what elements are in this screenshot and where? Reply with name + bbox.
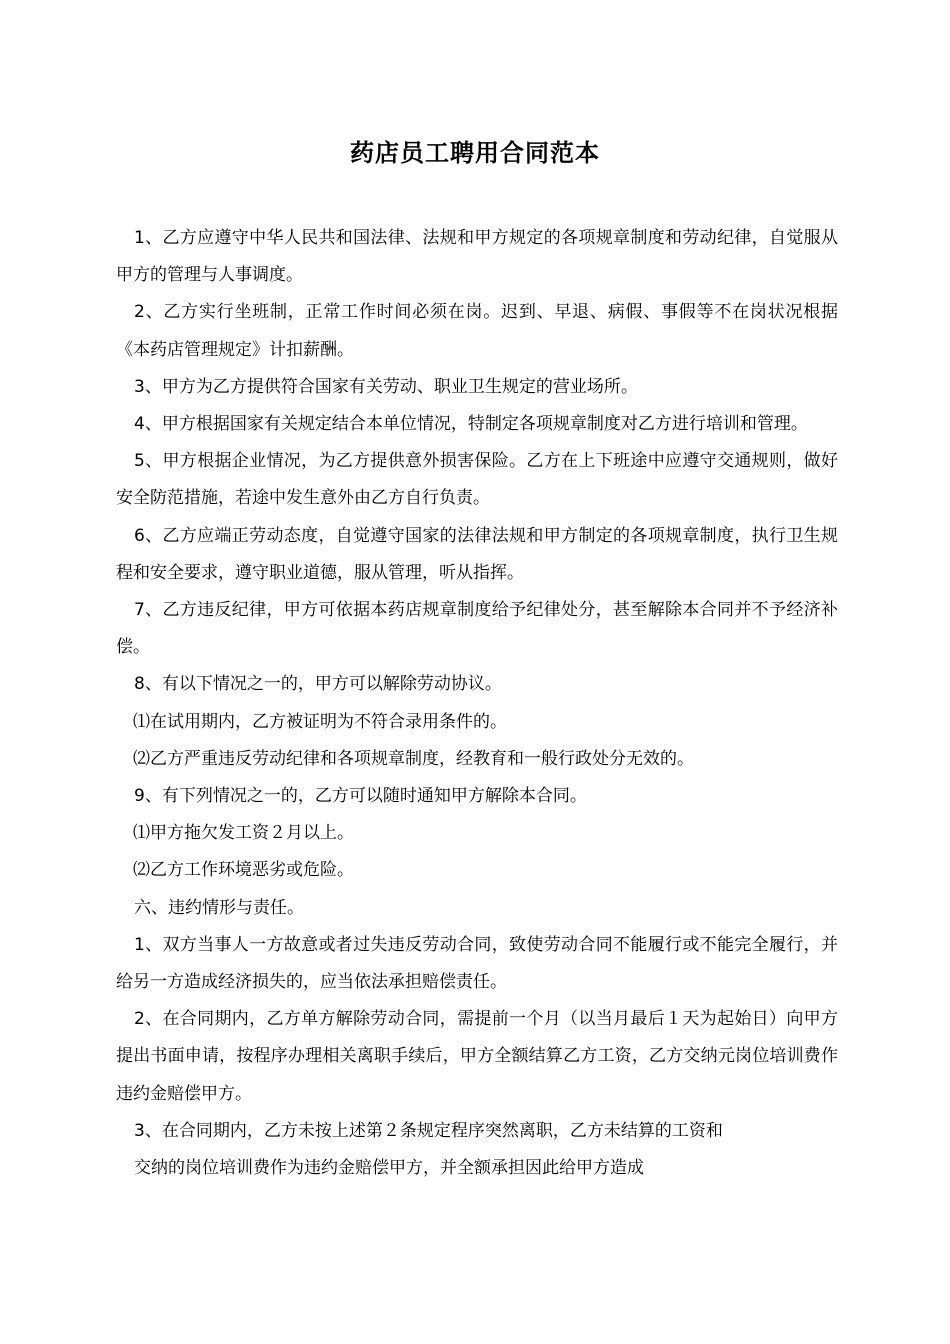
paragraph-7: 7、乙方违反纪律，甲方可依据本药店规章制度给予纪律处分，甚至解除本合同并不予经济补偿。 <box>116 600 838 658</box>
liability-paragraph-1: 1、双方当事人一方故意或者过失违反劳动合同，致使劳动合同不能履行或不能完全履行，并给另一方造成经济损失的，应当依法承担赔偿责任。 <box>116 934 838 993</box>
liability-paragraph-3-line-1: 3、在合同期内，乙方未按上述第２条规定程序突然离职，乙方未结算的工资和 <box>134 1120 723 1141</box>
liability-paragraph-2: 2、在合同期内，乙方单方解除劳动合同，需提前一个月（以当月最后１天为起始日）向甲方提出书面申请，按程序办理相关离职手续后，甲方全额结算乙方工资，乙方交纳元岗位培训费作违约金赔偿甲方。 <box>116 1009 838 1104</box>
paragraph-6: 6、乙方应端正劳动态度，自觉遵守国家的法律法规和甲方制定的各项规章制度，执行卫生规程和安全要求，遵守职业道德，服从管理，听从指挥。 <box>116 525 838 583</box>
section-heading-liability: 六、违约情形与责任。 <box>134 897 304 918</box>
paragraph-8-item-2: ⑵乙方严重违反劳动纪律和各项规章制度，经教育和一般行政处分无效的。 <box>133 748 694 769</box>
paragraph-9-item-1: ⑴甲方拖欠发工资２月以上。 <box>133 823 354 844</box>
paragraph-3: 3、甲方为乙方提供符合国家有关劳动、职业卫生规定的营业场所。 <box>134 376 638 397</box>
paragraph-1: 1、乙方应遵守中华人民共和国法律、法规和甲方规定的各项规章制度和劳动纪律，自觉服从甲方的管理与人事调度。 <box>116 228 838 286</box>
document-title: 药店员工聘用合同范本 <box>350 139 600 167</box>
paragraph-9: 9、有下列情况之一的，乙方可以随时通知甲方解除本合同。 <box>134 786 587 807</box>
paragraph-4: 4、甲方根据国家有关规定结合本单位情况，特制定各项规章制度对乙方进行培训和管理。 <box>134 414 808 435</box>
paragraph-9-item-2: ⑵乙方工作环境恶劣或危险。 <box>133 860 354 881</box>
document-body <box>116 220 838 1187</box>
paragraph-8-item-1: ⑴在试用期内，乙方被证明为不符合录用条件的。 <box>133 711 507 732</box>
paragraph-2: 2、乙方实行坐班制，正常工作时间必须在岗。迟到、早退、病假、事假等不在岗状况根据《本药店管理规定》计扣薪酬。 <box>116 302 838 360</box>
paragraph-5: 5、甲方根据企业情况，为乙方提供意外损害保险。乙方在上下班途中应遵守交通规则，做好安全防范措施，若途中发生意外由乙方自行负责。 <box>116 451 838 509</box>
paragraph-8: 8、有以下情况之一的，甲方可以解除劳动协议。 <box>134 674 502 695</box>
liability-paragraph-3-line-2: 交纳的岗位培训费作为违约金赔偿甲方，并全额承担因此给甲方造成 <box>134 1158 644 1179</box>
